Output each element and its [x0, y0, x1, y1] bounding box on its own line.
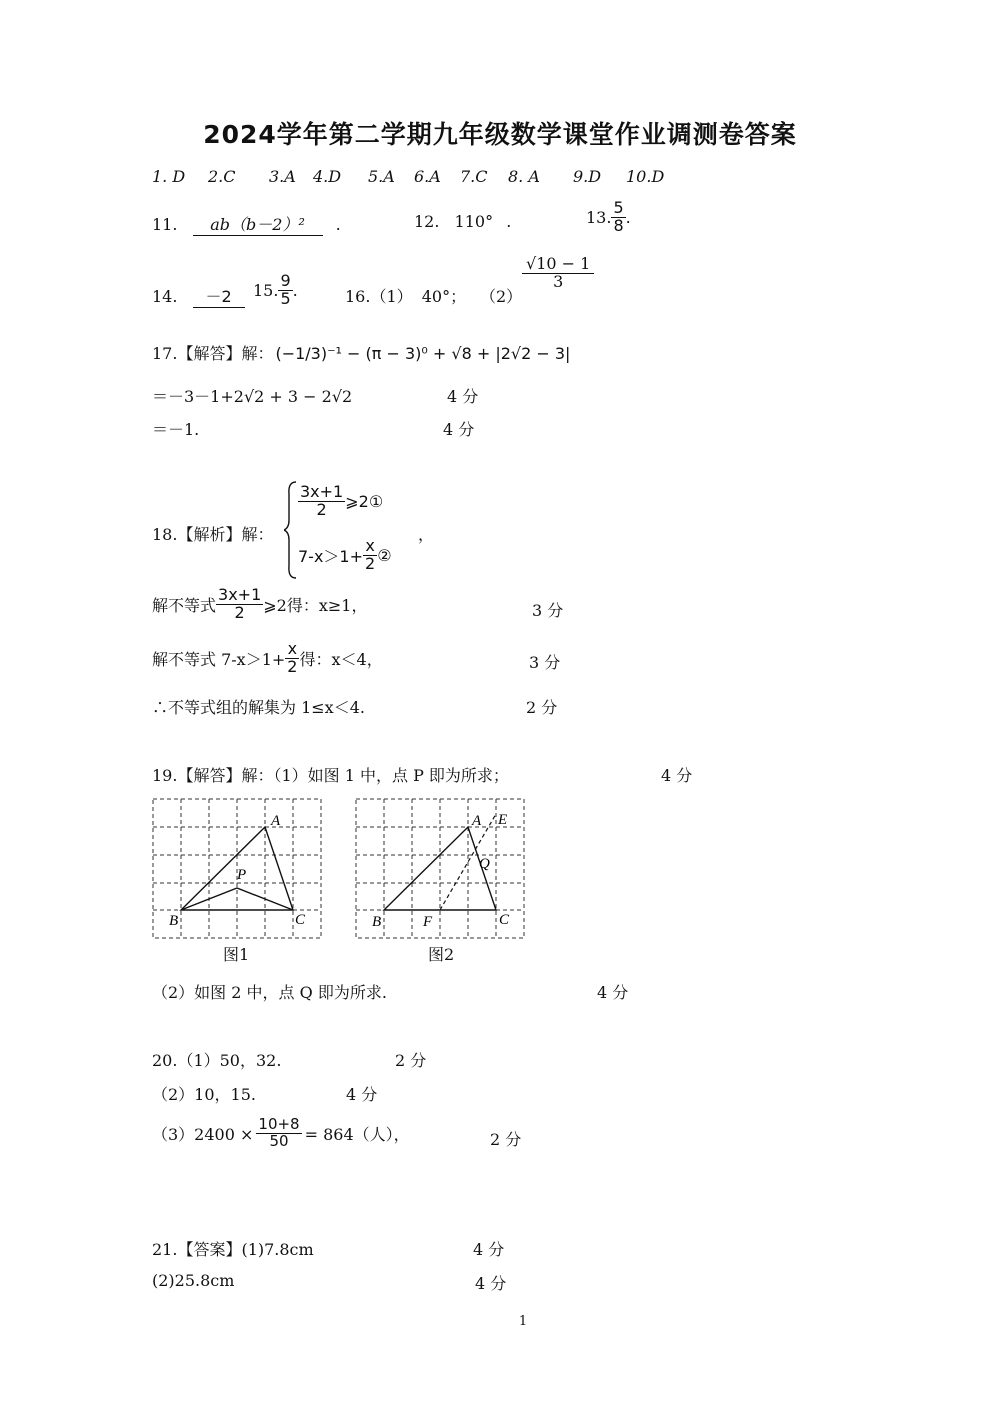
q17-line3-score: 4 分 — [443, 420, 475, 439]
q18-sys2-tail: ② — [377, 545, 392, 565]
q14-answer: －2 — [193, 284, 245, 308]
fig2-label-f: F — [423, 914, 433, 930]
q18-step3-score: 2 分 — [526, 698, 558, 717]
q12-answer: 110° — [454, 212, 494, 231]
q14 — [152, 284, 245, 308]
q21-part2: (2)25.8cm — [152, 1271, 235, 1290]
q20-part2-score: 4 分 — [346, 1085, 378, 1104]
q16-denominator: 3 — [553, 271, 564, 291]
q17-head-line — [152, 341, 570, 364]
mc-num: 4. — [313, 167, 329, 186]
mc-num: 10. — [626, 167, 652, 186]
q17-head: 17.【解答】解： — [152, 344, 274, 363]
q20-numerator: 10+8 — [258, 1115, 300, 1133]
q16-part2-label: （2） — [480, 287, 523, 306]
q13-num: 13. — [586, 207, 612, 227]
mc-num: 5. — [368, 167, 384, 186]
q18-step1-fraction — [216, 587, 263, 622]
q19-line2-score: 4 分 — [597, 983, 629, 1002]
q21-part2-score: 4 分 — [475, 1274, 507, 1293]
page-number: 1 — [518, 1314, 528, 1329]
q19-line1: 19.【解答】解：（1）如图 1 中，点 P 即为所求； — [152, 766, 509, 785]
q16-num: 16. — [345, 287, 371, 306]
q15 — [253, 273, 298, 308]
q18-step1-pre: 解不等式 — [152, 595, 217, 615]
q15-num: 15. — [253, 280, 279, 300]
q18-comma: ， — [418, 525, 435, 544]
q20-denominator: 50 — [269, 1131, 289, 1150]
q19-line2: （2）如图 2 中，点 Q 即为所求. — [152, 983, 387, 1002]
q18-system-line2 — [298, 538, 392, 573]
q20-fraction — [256, 1117, 301, 1150]
q15-fraction — [278, 273, 292, 308]
page-title: 2024学年第二学期九年级数学课堂作业调测卷答案 — [203, 120, 797, 149]
q15-tail: . — [292, 280, 298, 300]
mc-ans: A — [429, 167, 441, 186]
mc-ans: C — [475, 167, 488, 186]
figure-2-caption: 图2 — [428, 945, 455, 964]
q18-step1-denominator: 2 — [234, 602, 245, 622]
mc-num: 7. — [460, 167, 476, 186]
q18-head: 18.【解析】解： — [152, 525, 274, 544]
q18-sys1-numerator: 3x+1 — [300, 482, 344, 501]
q18-step2-numerator: x — [285, 641, 299, 659]
mc-num: 8. — [508, 167, 524, 186]
q16-part1-label: （1） — [370, 287, 413, 306]
q11 — [152, 212, 341, 236]
q19-line1-score: 4 分 — [661, 766, 693, 785]
q18-sys1-fraction — [298, 484, 345, 519]
q18-step2 — [152, 641, 383, 676]
q21-part1-score: 4 分 — [473, 1240, 505, 1259]
q20-part3-pre: （3）2400 × — [152, 1124, 254, 1144]
q20-part1: 20.（1）50，32. — [152, 1051, 282, 1070]
figure-1-caption: 图1 — [223, 945, 250, 964]
figure-1 — [150, 796, 325, 941]
q18-sys2-denominator: 2 — [365, 553, 376, 573]
q18-step2-pre: 解不等式 7-x＞1+ — [152, 649, 286, 669]
q15-denominator: 5 — [280, 288, 291, 308]
q20-part1-score: 2 分 — [395, 1051, 427, 1070]
q12 — [414, 212, 511, 231]
fig2-label-e: E — [498, 812, 508, 828]
q15-numerator: 9 — [280, 271, 291, 290]
q18-step1-numerator: 3x+1 — [218, 585, 262, 604]
q20-part3 — [152, 1117, 410, 1150]
q16-fraction — [522, 256, 594, 291]
mc-ans: A — [383, 167, 395, 186]
q18-sys2-left: 7-x＞1+ — [298, 546, 364, 566]
mc-ans: D — [328, 167, 342, 186]
fig1-label-a: A — [271, 813, 281, 829]
q16-part1 — [345, 284, 466, 307]
q18-step2-post: 得：x＜4， — [299, 649, 383, 669]
q16-sep: ； — [450, 287, 467, 306]
q18-step1-post: ⩾2得：x≥1， — [263, 595, 368, 615]
q18-step3: ∴不等式组的解集为 1≤x＜4. — [152, 698, 365, 717]
q14-num: 14. — [152, 287, 178, 306]
q18-sys2-numerator: x — [363, 538, 377, 556]
q12-num: 12. — [414, 212, 440, 231]
q18-step2-denominator: 2 — [287, 656, 298, 676]
fig2-label-a: A — [472, 813, 482, 829]
q20-part2: （2）10，15. — [152, 1085, 256, 1104]
q13-numerator: 5 — [613, 198, 624, 217]
q17-line2-score: 4 分 — [447, 387, 479, 406]
q16-answer1: 40° — [421, 287, 451, 306]
q13-fraction — [611, 200, 625, 235]
fig2-label-b: B — [372, 914, 382, 930]
fig1-label-c: C — [295, 912, 306, 928]
mc-ans: D — [588, 167, 602, 186]
q13-tail: . — [625, 207, 631, 227]
fig1-label-p: P — [237, 867, 247, 883]
q17-line2: ＝－3－1+2√2 + 3 − 2√2 — [152, 387, 353, 406]
mc-ans: D — [651, 167, 665, 186]
q18-step1 — [152, 587, 367, 622]
q18-sys2-fraction — [363, 538, 377, 573]
q16-numerator: √10 − 1 — [522, 256, 594, 274]
q18-step2-fraction — [285, 641, 299, 676]
q17-line3: ＝－1. — [152, 420, 200, 439]
q21-part1: 21.【答案】(1)7.8cm — [152, 1240, 314, 1259]
q18-brace — [284, 480, 298, 580]
mc-num: 9. — [573, 167, 589, 186]
mc-ans: D — [172, 167, 186, 186]
q18-sys1-denominator: 2 — [316, 499, 327, 519]
q20-part3-post: = 864（人）， — [304, 1124, 410, 1144]
q18-sys1-tail: ⩾2① — [345, 491, 384, 511]
mc-ans: A — [528, 167, 540, 186]
mc-ans: C — [223, 167, 236, 186]
q20-part3-score: 2 分 — [490, 1130, 522, 1149]
figure-2 — [353, 796, 528, 941]
mc-num: 6. — [414, 167, 430, 186]
q11-tail: . — [335, 215, 341, 234]
fig1-label-b: B — [169, 913, 179, 929]
q13 — [586, 200, 631, 235]
q18-step2-score: 3 分 — [529, 653, 561, 672]
mc-num: 3. — [269, 167, 285, 186]
q18-system-line1 — [298, 484, 383, 519]
q17-expression: (−1/3)⁻¹ − (π − 3)⁰ + √8 + |2√2 − 3| — [275, 344, 571, 363]
mc-num: 2. — [208, 167, 224, 186]
q11-num: 11. — [152, 215, 178, 234]
mc-ans: A — [284, 167, 296, 186]
q13-denominator: 8 — [613, 215, 624, 235]
mc-num: 1. — [152, 167, 168, 186]
fig2-label-q: Q — [479, 856, 490, 872]
q16-answer2 — [522, 256, 594, 291]
q11-answer: ab（b－2）² — [193, 212, 323, 236]
q12-tail: . — [506, 212, 512, 231]
fig2-label-c: C — [499, 912, 510, 928]
q18-step1-score: 3 分 — [532, 601, 564, 620]
